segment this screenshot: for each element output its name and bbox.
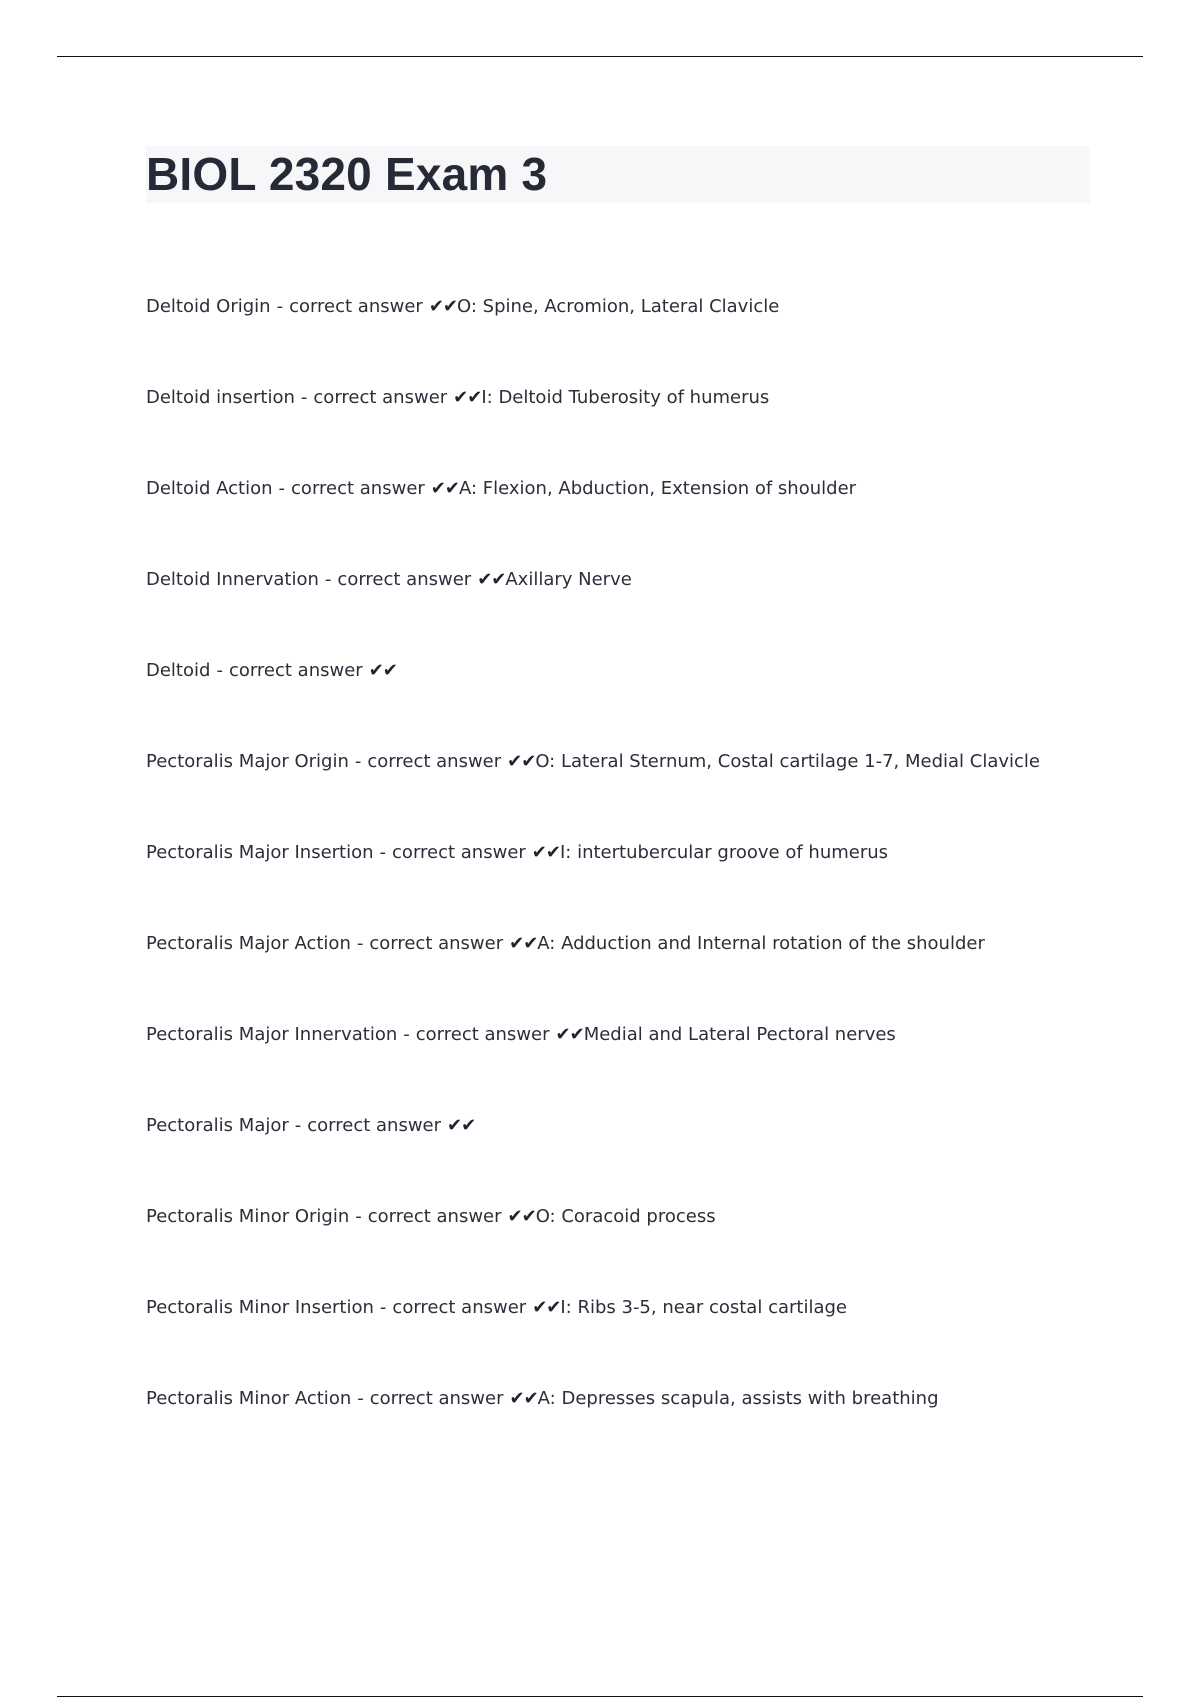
item-separator: -	[278, 478, 286, 499]
double-check-icon: ✔✔	[477, 569, 506, 590]
list-item	[146, 288, 1106, 379]
list-item	[146, 1380, 1106, 1471]
item-answer-label: correct answer	[291, 478, 425, 499]
item-answer: I: Ribs 3-5, near costal cartilage	[560, 1297, 847, 1318]
item-answer: Medial and Lateral Pectoral nerves	[583, 1024, 896, 1045]
top-divider	[57, 56, 1143, 57]
document-title: BIOL 2320 Exam 3	[146, 148, 548, 200]
item-answer-label: correct answer	[369, 933, 504, 954]
item-answer-label: correct answer	[313, 387, 448, 408]
double-check-icon: ✔✔	[509, 1388, 538, 1409]
item-term: Deltoid insertion	[146, 387, 295, 408]
list-item	[146, 1016, 1106, 1107]
item-term: Pectoralis Major Action	[146, 933, 351, 954]
item-separator: -	[324, 569, 332, 590]
item-answer-label: correct answer	[415, 1024, 550, 1045]
item-term: Pectoralis Major Origin	[146, 751, 349, 772]
item-answer: I: intertubercular groove of humerus	[559, 842, 889, 863]
item-separator: -	[294, 1115, 302, 1136]
list-item	[146, 1289, 1106, 1380]
double-check-icon: ✔✔	[447, 1115, 476, 1136]
list-item	[146, 379, 1106, 470]
list-item	[146, 652, 1106, 743]
double-check-icon: ✔✔	[555, 1024, 584, 1045]
item-separator: -	[354, 751, 362, 772]
list-item	[146, 470, 1106, 561]
item-term: Pectoralis Minor Insertion	[146, 1297, 374, 1318]
item-answer: O: Spine, Acromion, Lateral Clavicle	[457, 296, 780, 317]
item-term: Deltoid Innervation	[146, 569, 319, 590]
list-item	[146, 1198, 1106, 1289]
item-term: Pectoralis Major	[146, 1115, 289, 1136]
item-answer: Axillary Nerve	[505, 569, 632, 590]
item-answer-label: correct answer	[367, 1206, 502, 1227]
item-term: Pectoralis Major Insertion	[146, 842, 374, 863]
list-item	[146, 743, 1106, 834]
list-item	[146, 1107, 1106, 1198]
item-separator: -	[379, 1297, 387, 1318]
item-separator: -	[216, 660, 223, 681]
item-answer-label: correct answer	[289, 296, 423, 317]
double-check-icon: ✔✔	[509, 933, 538, 954]
item-answer-label: correct answer	[228, 660, 363, 681]
item-answer: I: Deltoid Tuberosity of humerus	[481, 387, 770, 408]
item-answer-label: correct answer	[307, 1115, 442, 1136]
double-check-icon: ✔✔	[428, 296, 457, 317]
double-check-icon: ✔✔	[368, 660, 397, 681]
list-item	[146, 834, 1106, 925]
item-separator: -	[379, 842, 387, 863]
item-separator: -	[276, 296, 284, 317]
item-term: Pectoralis Minor Origin	[146, 1206, 350, 1227]
item-term: Deltoid Action	[146, 478, 273, 499]
item-separator: -	[355, 1206, 362, 1227]
double-check-icon: ✔✔	[532, 1297, 561, 1318]
item-answer: A: Depresses scapula, assists with breathing	[537, 1388, 939, 1409]
list-item	[146, 925, 1106, 1016]
item-answer: O: Coracoid process	[535, 1206, 716, 1227]
item-answer-label: correct answer	[337, 569, 472, 590]
bottom-divider	[57, 1696, 1143, 1697]
item-term: Pectoralis Minor Action	[146, 1388, 352, 1409]
qa-list	[146, 288, 1106, 1471]
double-check-icon: ✔✔	[430, 478, 459, 499]
list-item	[146, 561, 1106, 652]
item-term: Deltoid	[146, 660, 211, 681]
item-answer-label: correct answer	[392, 842, 526, 863]
item-answer: A: Flexion, Abduction, Extension of shoulder	[458, 478, 857, 499]
item-separator: -	[403, 1024, 410, 1045]
item-answer-label: correct answer	[392, 1297, 527, 1318]
item-answer-label: correct answer	[369, 1388, 504, 1409]
double-check-icon: ✔✔	[531, 842, 560, 863]
item-answer-label: correct answer	[367, 751, 502, 772]
item-answer: O: Lateral Sternum, Costal cartilage 1-7, Medial Clavicle	[535, 751, 1041, 772]
item-term: Deltoid Origin	[146, 296, 271, 317]
double-check-icon: ✔✔	[507, 1206, 536, 1227]
double-check-icon: ✔✔	[507, 751, 536, 772]
item-separator: -	[300, 387, 308, 408]
double-check-icon: ✔✔	[453, 387, 482, 408]
item-separator: -	[356, 933, 364, 954]
item-answer: A: Adduction and Internal rotation of the shoulder	[537, 933, 985, 954]
item-term: Pectoralis Major Innervation	[146, 1024, 398, 1045]
item-separator: -	[357, 1388, 364, 1409]
